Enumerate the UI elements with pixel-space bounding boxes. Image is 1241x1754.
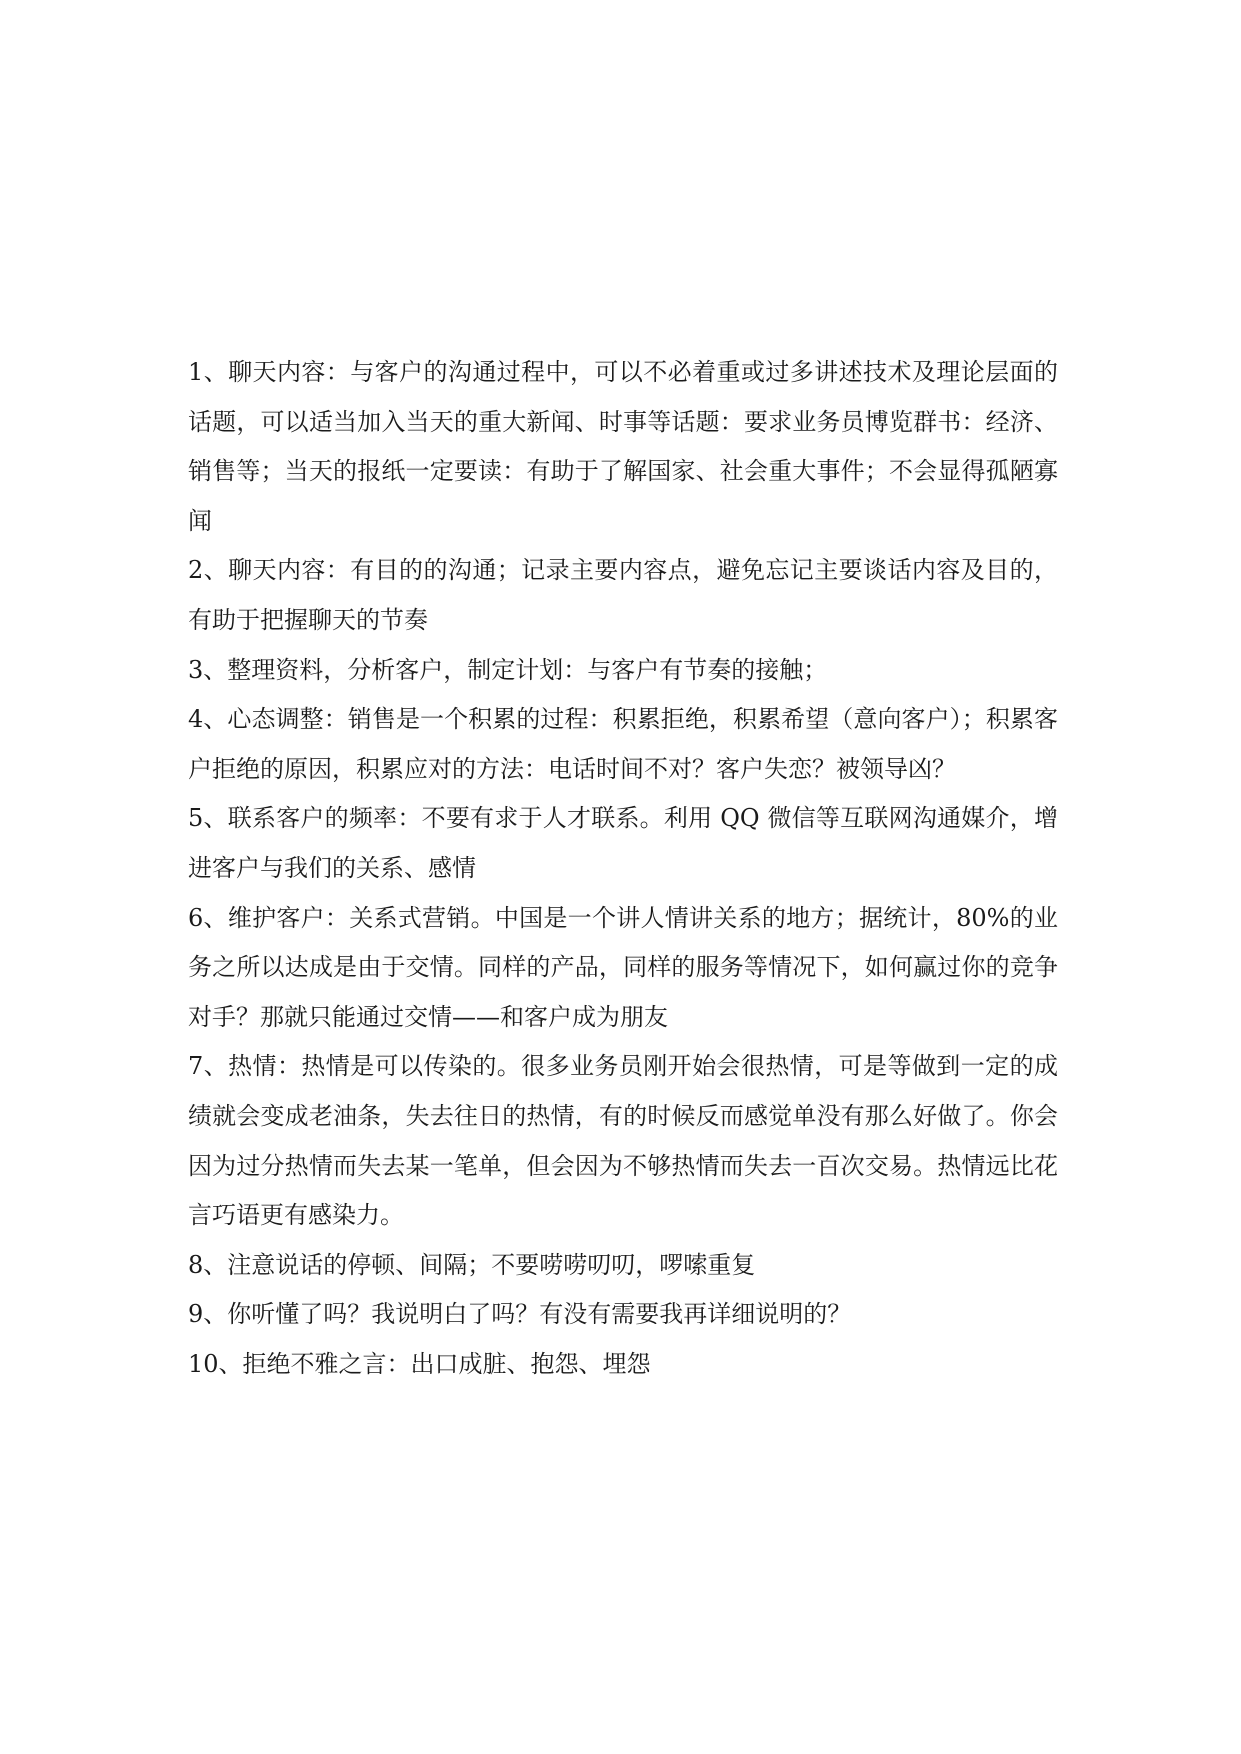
document-body — [188, 348, 1058, 1389]
list-item-5: 5、联系客户的频率：不要有求于人才联系。利用 QQ 微信等互联网沟通媒介，增进客户与我们的关系、感情 — [188, 804, 1058, 882]
list-item-1: 1、聊天内容：与客户的沟通过程中，可以不必着重或过多讲述技术及理论层面的话题，可以适当加入当天的重大新闻、时事等话题：要求业务员博览群书：经济、销售等；当天的报纸一定要读：有助于了解国家、社会重大事件；不会显得孤陋寡闻 — [188, 358, 1058, 535]
list-item-7: 7、热情：热情是可以传染的。很多业务员刚开始会很热情，可是等做到一定的成绩就会变成老油条，失去往日的热情，有的时候反而感觉单没有那么好做了。你会因为过分热情而失去某一笔单，但会因为不够热情而失去一百次交易。热情远比花言巧语更有感染力。 — [188, 1052, 1058, 1230]
list-item-10: 10、拒绝不雅之言：出口成脏、抱怨、埋怨 — [188, 1349, 651, 1378]
list-item-3: 3、整理资料，分析客户，制定计划：与客户有节奏的接触； — [188, 655, 828, 684]
list-item-8: 8、注意说话的停顿、间隔；不要唠唠叨叨，啰嗦重复 — [188, 1250, 756, 1279]
list-item-9: 9、你听懂了吗？我说明白了吗？有没有需要我再详细说明的？ — [188, 1300, 852, 1329]
list-item-4: 4、心态调整：销售是一个积累的过程：积累拒绝，积累希望（意向客户）；积累客户拒绝的原因，积累应对的方法：电话时间不对？客户失恋？被领导凶？ — [188, 705, 1058, 783]
list-item-6: 6、维护客户：关系式营销。中国是一个讲人情讲关系的地方；据统计，80%的业务之所以达成是由于交情。同样的产品，同样的服务等情况下，如何赢过你的竞争对手？那就只能通过交情——和客户成为朋友 — [188, 903, 1058, 1031]
list-item-2: 2、聊天内容：有目的的沟通；记录主要内容点，避免忘记主要谈话内容及目的，有助于把握聊天的节奏 — [188, 556, 1058, 634]
